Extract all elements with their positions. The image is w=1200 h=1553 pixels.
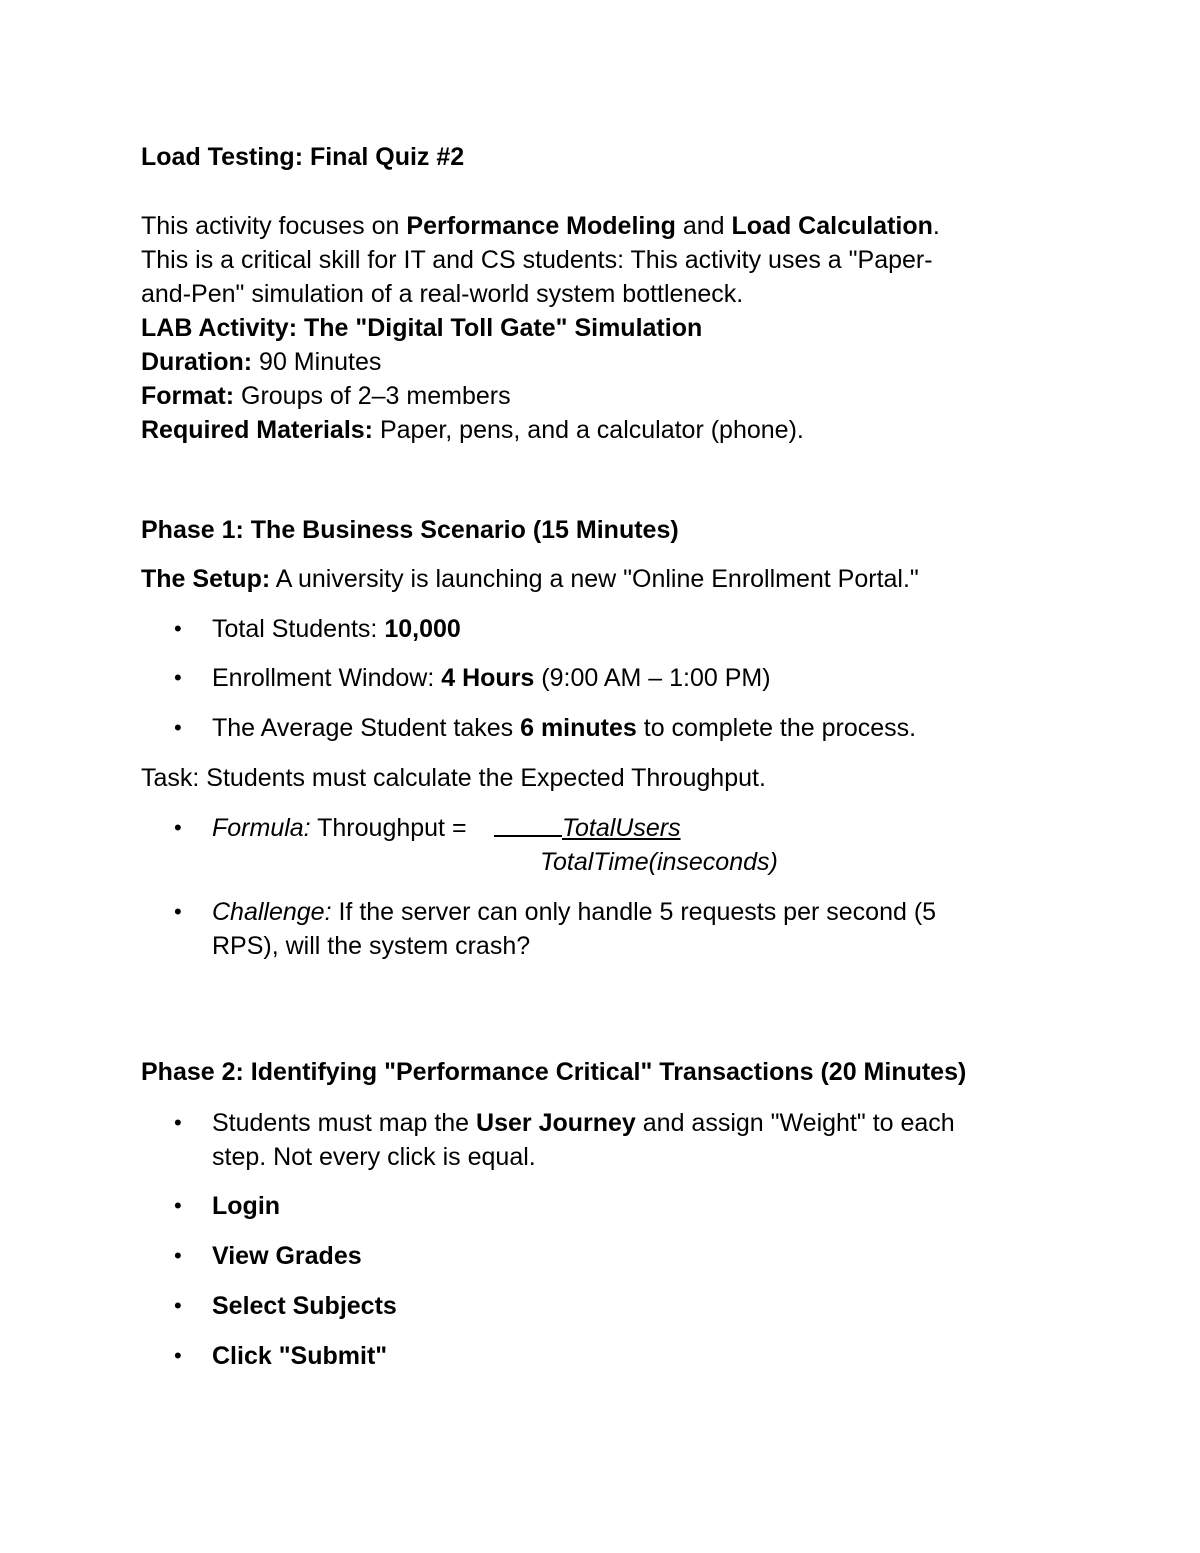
lab-heading: LAB Activity: The "Digital Toll Gate" Simulation (141, 314, 703, 342)
format-line: Format: Groups of 2–3 members (141, 382, 511, 410)
formula-denominator: TotalTime(inseconds) (540, 848, 778, 876)
list-item (141, 1106, 1050, 1174)
step-click-submit: Click "Submit" (212, 1342, 388, 1370)
challenge-item (141, 895, 1050, 963)
bullet-icon: • (174, 1343, 182, 1368)
list-item (141, 1189, 1050, 1223)
bullet-icon: • (174, 665, 182, 690)
list-item: • The Average Student takes 6 minutes to complete the process. (141, 711, 1050, 745)
formula-underline (494, 835, 562, 837)
task-line: Task: Students must calculate the Expected Throughput. (141, 764, 766, 792)
bullet-icon: • (174, 815, 182, 840)
duration-line: Duration: 90 Minutes (141, 348, 382, 376)
step-view-grades: View Grades (212, 1242, 362, 1270)
bullet-icon: • (174, 899, 182, 924)
journey-line-2: step. Not every click is equal. (212, 1143, 536, 1171)
list-item (141, 1339, 1050, 1373)
challenge-line-1: Challenge: If the server can only handle 5 requests per second (5 (212, 898, 937, 926)
bullet-icon: • (174, 715, 182, 740)
intro-line-2: This is a critical skill for IT and CS students: This activity uses a "Paper- (141, 246, 933, 274)
bullet-icon: • (174, 1193, 182, 1218)
materials-line: Required Materials: Paper, pens, and a calculator (phone). (141, 416, 804, 444)
list-item (141, 1239, 1050, 1273)
bullet-icon: • (174, 1293, 182, 1318)
intro-paragraph (141, 209, 1060, 447)
formula-numerator: TotalUsers (562, 814, 681, 842)
step-select-subjects: Select Subjects (212, 1292, 397, 1320)
bullet-icon: • (174, 1243, 182, 1268)
intro-line-1: This activity focuses on Performance Modeling and Load Calculation. (141, 212, 940, 240)
page-title: Load Testing: Final Quiz #2 (141, 143, 465, 171)
bullet-icon: • (174, 1110, 182, 1135)
step-login: Login (212, 1192, 281, 1220)
list-item (141, 1289, 1050, 1323)
bullet-icon: • (174, 616, 182, 641)
journey-line-1: Students must map the User Journey and assign "Weight" to each (212, 1109, 955, 1137)
phase1-heading: Phase 1: The Business Scenario (15 Minutes) (141, 516, 679, 544)
challenge-line-2: RPS), will the system crash? (212, 932, 531, 960)
formula-item: • Formula: Throughput = (141, 811, 1050, 845)
intro-line-3: and-Pen" simulation of a real-world system bottleneck. (141, 280, 744, 308)
list-item: • Enrollment Window: 4 Hours (9:00 AM – 1:00 PM) (141, 661, 1050, 695)
setup-line: The Setup: A university is launching a new "Online Enrollment Portal." (141, 565, 919, 593)
list-item: • Total Students: 10,000 (141, 612, 1050, 646)
phase2-heading: Phase 2: Identifying "Performance Critical" Transactions (20 Minutes) (141, 1058, 967, 1086)
